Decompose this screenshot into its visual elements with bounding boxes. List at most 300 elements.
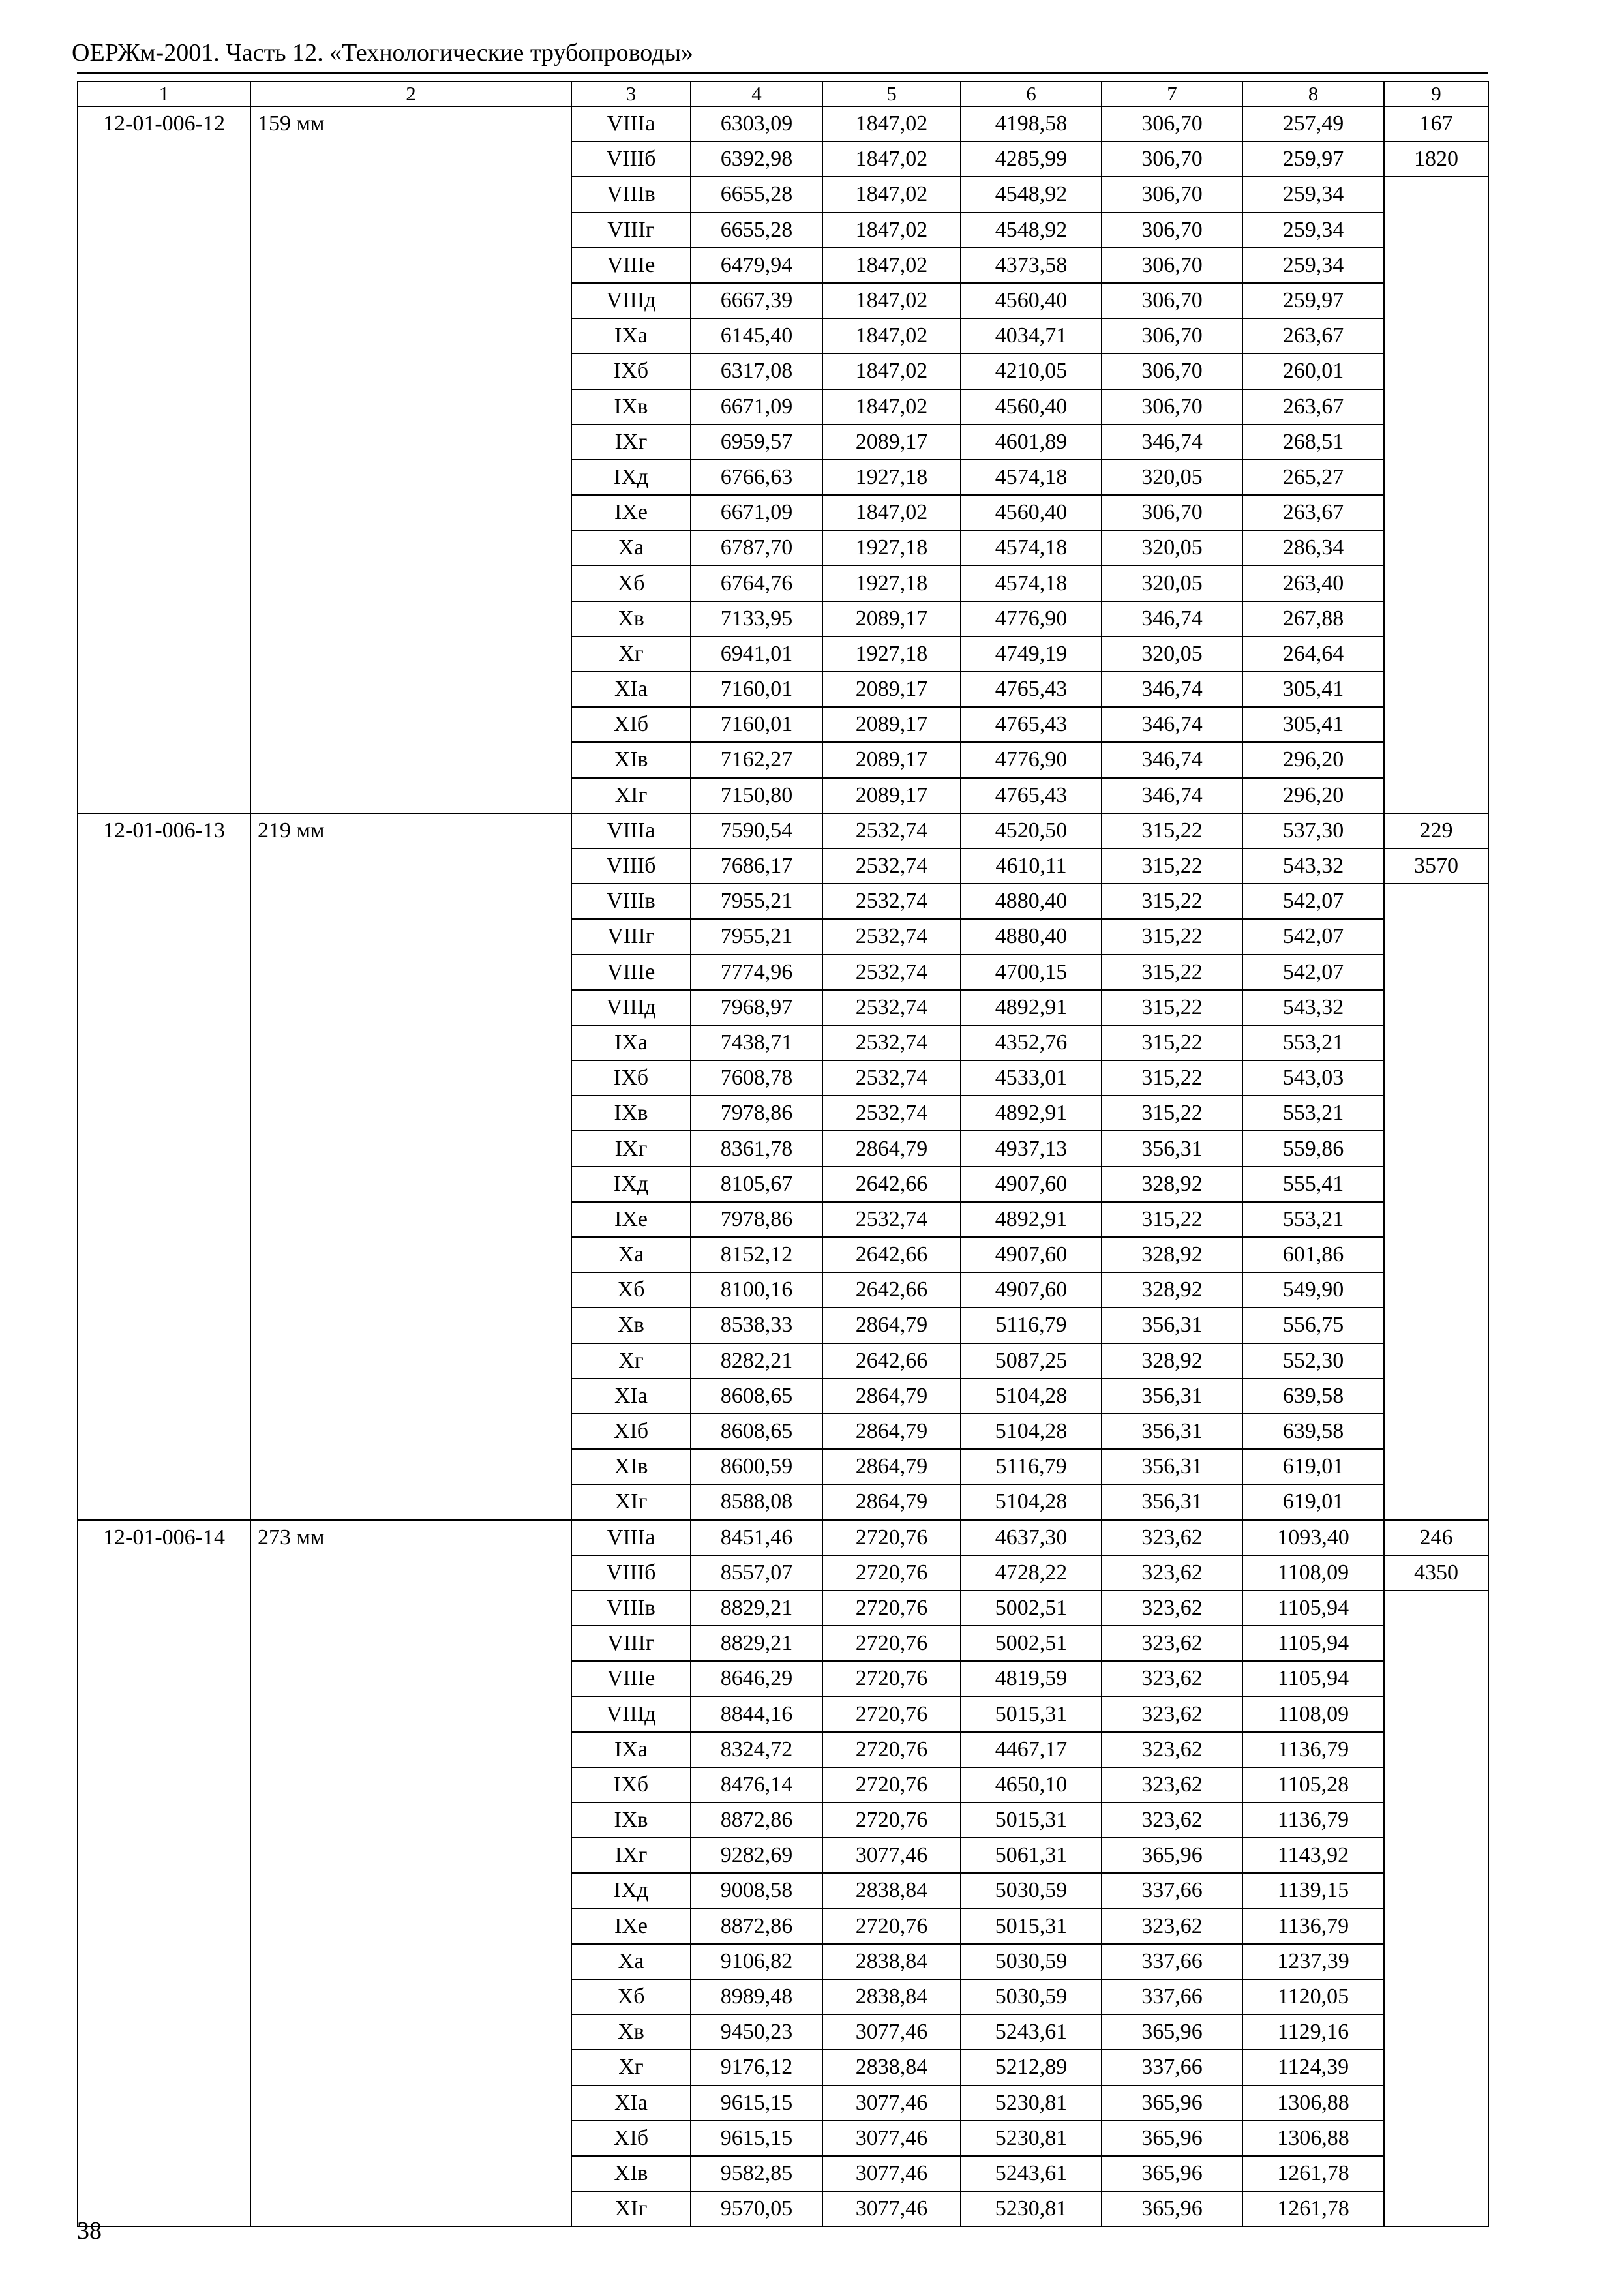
value-cell: 306,70 [1102,177,1242,212]
value-cell: 305,41 [1242,672,1384,707]
value-cell: 4574,18 [961,530,1102,565]
value-cell: 4560,40 [961,495,1102,530]
value-cell: 8608,65 [691,1379,822,1414]
region-cell: IХг [571,1838,691,1873]
region-cell: ХIг [571,778,691,813]
value-cell: 6941,01 [691,636,822,672]
region-cell: IХа [571,1025,691,1060]
value-cell: 8872,86 [691,1909,822,1944]
value-cell: 8282,21 [691,1343,822,1379]
value-cell: 4880,40 [961,919,1102,954]
rate-code-cell: 12-01-006-13 [78,813,250,1520]
region-cell: IХд [571,1873,691,1908]
value-cell: 6959,57 [691,425,822,460]
value-cell: 2864,79 [822,1131,961,1166]
value-cell: 5061,31 [961,1838,1102,1873]
region-cell: IХд [571,1167,691,1202]
value-cell: 323,62 [1102,1661,1242,1696]
value-cell: 286,34 [1242,530,1384,565]
value-cell: 9008,58 [691,1873,822,1908]
value-cell: 4728,22 [961,1555,1102,1591]
value-cell: 306,70 [1102,283,1242,318]
value-cell: 8588,08 [691,1484,822,1519]
value-cell: 346,74 [1102,742,1242,777]
table-body [78,106,1488,2226]
value-cell: 306,70 [1102,213,1242,248]
value-cell: 7955,21 [691,919,822,954]
value-cell: 8324,72 [691,1732,822,1767]
value-cell: 9615,15 [691,2121,822,2156]
value-cell: 346,74 [1102,601,1242,636]
value-cell: 263,67 [1242,318,1384,353]
value-cell: 6145,40 [691,318,822,353]
region-cell: Ха [571,1237,691,1272]
value-cell: 1847,02 [822,213,961,248]
rates-table [77,81,1489,2227]
value-cell: 259,34 [1242,213,1384,248]
value-cell: 601,86 [1242,1237,1384,1272]
value-cell: 4610,11 [961,848,1102,884]
region-cell: Хг [571,636,691,672]
value-cell: 320,05 [1102,565,1242,601]
value-cell: 315,22 [1102,1096,1242,1131]
value-cell: 306,70 [1102,248,1242,283]
value-cell: 8105,67 [691,1167,822,1202]
value-cell: 5015,31 [961,1803,1102,1838]
value-cell: 537,30 [1242,813,1384,848]
value-cell: 5212,89 [961,2050,1102,2085]
value-cell: 4637,30 [961,1520,1102,1555]
value-cell: 7590,54 [691,813,822,848]
region-cell: VIIIе [571,1661,691,1696]
value-cell: 2642,66 [822,1272,961,1308]
value-cell: 1847,02 [822,106,961,142]
value-cell: 9106,82 [691,1944,822,1979]
value-cell: 365,96 [1102,2121,1242,2156]
value-cell: 5087,25 [961,1343,1102,1379]
rate-code-cell: 12-01-006-14 [78,1520,250,2227]
value-cell: 2532,74 [822,919,961,954]
value-cell: 315,22 [1102,955,1242,990]
col9-value-cell: 4350 [1384,1555,1488,1591]
value-cell: 543,03 [1242,1060,1384,1096]
region-cell: Ха [571,1944,691,1979]
value-cell: 323,62 [1102,1909,1242,1944]
value-cell: 4776,90 [961,742,1102,777]
value-cell: 306,70 [1102,353,1242,389]
value-cell: 265,27 [1242,460,1384,495]
value-cell: 6317,08 [691,353,822,389]
value-cell: 306,70 [1102,389,1242,425]
region-cell: Хв [571,2014,691,2050]
value-cell: 4937,13 [961,1131,1102,1166]
value-cell: 6655,28 [691,213,822,248]
pipe-diameter-cell: 219 мм [250,813,571,1520]
value-cell: 8361,78 [691,1131,822,1166]
value-cell: 7686,17 [691,848,822,884]
region-cell: IХб [571,353,691,389]
pipe-diameter-cell: 273 мм [250,1520,571,2227]
value-cell: 2089,17 [822,425,961,460]
value-cell: 553,21 [1242,1202,1384,1237]
value-cell: 346,74 [1102,425,1242,460]
value-cell: 365,96 [1102,2191,1242,2226]
value-cell: 4765,43 [961,672,1102,707]
value-cell: 8451,46 [691,1520,822,1555]
value-cell: 2864,79 [822,1414,961,1449]
value-cell: 1093,40 [1242,1520,1384,1555]
value-cell: 7978,86 [691,1202,822,1237]
rate-code-cell: 12-01-006-12 [78,106,250,813]
value-cell: 2720,76 [822,1520,961,1555]
value-cell: 323,62 [1102,1591,1242,1626]
value-cell: 6764,76 [691,565,822,601]
value-cell: 1108,09 [1242,1555,1384,1591]
region-cell: VIIIб [571,848,691,884]
value-cell: 2089,17 [822,672,961,707]
value-cell: 2532,74 [822,813,961,848]
value-cell: 5002,51 [961,1626,1102,1661]
value-cell: 7774,96 [691,955,822,990]
value-cell: 356,31 [1102,1308,1242,1343]
region-cell: IХд [571,460,691,495]
table-header [78,82,1488,106]
value-cell: 8829,21 [691,1591,822,1626]
value-cell: 296,20 [1242,742,1384,777]
value-cell: 337,66 [1102,2050,1242,2085]
value-cell: 306,70 [1102,318,1242,353]
column-header: 1 [78,82,250,106]
value-cell: 7162,27 [691,742,822,777]
value-cell: 639,58 [1242,1414,1384,1449]
region-cell: ХIа [571,1379,691,1414]
value-cell: 4819,59 [961,1661,1102,1696]
value-cell: 268,51 [1242,425,1384,460]
value-cell: 1847,02 [822,248,961,283]
value-cell: 9582,85 [691,2156,822,2191]
region-cell: ХIб [571,707,691,742]
value-cell: 2864,79 [822,1449,961,1484]
value-cell: 4373,58 [961,248,1102,283]
value-cell: 2720,76 [822,1732,961,1767]
value-cell: 5243,61 [961,2014,1102,2050]
value-cell: 4210,05 [961,353,1102,389]
value-cell: 549,90 [1242,1272,1384,1308]
value-cell: 5030,59 [961,1944,1102,1979]
value-cell: 4560,40 [961,283,1102,318]
value-cell: 4776,90 [961,601,1102,636]
value-cell: 323,62 [1102,1767,1242,1803]
region-cell: VIIIе [571,955,691,990]
page-header-title: ОЕРЖм-2001. Часть 12. «Технологические трубопроводы» [72,39,694,67]
value-cell: 4034,71 [961,318,1102,353]
value-cell: 267,88 [1242,601,1384,636]
value-cell: 556,75 [1242,1308,1384,1343]
value-cell: 4548,92 [961,213,1102,248]
value-cell: 639,58 [1242,1379,1384,1414]
value-cell: 5230,81 [961,2191,1102,2226]
value-cell: 2838,84 [822,2050,961,2085]
value-cell: 553,21 [1242,1096,1384,1131]
value-cell: 7150,80 [691,778,822,813]
region-cell: VIIIа [571,106,691,142]
value-cell: 6667,39 [691,283,822,318]
table-row [78,1520,1488,1555]
value-cell: 4285,99 [961,142,1102,177]
region-cell: ХIв [571,742,691,777]
value-cell: 2720,76 [822,1909,961,1944]
column-number-row [78,82,1488,106]
region-cell: IХе [571,1909,691,1944]
value-cell: 555,41 [1242,1167,1384,1202]
region-cell: Хб [571,1979,691,2014]
value-cell: 365,96 [1102,2014,1242,2050]
value-cell: 315,22 [1102,919,1242,954]
region-cell: VIIIа [571,813,691,848]
value-cell: 7438,71 [691,1025,822,1060]
value-cell: 2864,79 [822,1379,961,1414]
col9-empty-cell [1384,1591,1488,2226]
value-cell: 328,92 [1102,1237,1242,1272]
column-header: 7 [1102,82,1242,106]
region-cell: Ха [571,530,691,565]
value-cell: 1105,94 [1242,1591,1384,1626]
value-cell: 2720,76 [822,1591,961,1626]
value-cell: 6787,70 [691,530,822,565]
value-cell: 4560,40 [961,389,1102,425]
value-cell: 346,74 [1102,707,1242,742]
region-cell: ХIг [571,2191,691,2226]
value-cell: 8476,14 [691,1767,822,1803]
region-cell: ХIб [571,2121,691,2156]
value-cell: 5116,79 [961,1449,1102,1484]
value-cell: 4467,17 [961,1732,1102,1767]
region-cell: ХIв [571,1449,691,1484]
region-cell: IХа [571,318,691,353]
region-cell: VIIIа [571,1520,691,1555]
value-cell: 2642,66 [822,1167,961,1202]
value-cell: 1847,02 [822,142,961,177]
value-cell: 6303,09 [691,106,822,142]
column-header: 9 [1384,82,1488,106]
value-cell: 320,05 [1102,530,1242,565]
value-cell: 4198,58 [961,106,1102,142]
value-cell: 2720,76 [822,1767,961,1803]
value-cell: 4907,60 [961,1167,1102,1202]
value-cell: 323,62 [1102,1555,1242,1591]
value-cell: 2838,84 [822,1944,961,1979]
region-cell: VIIIв [571,884,691,919]
value-cell: 337,66 [1102,1979,1242,2014]
value-cell: 259,97 [1242,283,1384,318]
value-cell: 328,92 [1102,1343,1242,1379]
value-cell: 7160,01 [691,707,822,742]
value-cell: 346,74 [1102,778,1242,813]
value-cell: 1847,02 [822,177,961,212]
value-cell: 328,92 [1102,1272,1242,1308]
value-cell: 8557,07 [691,1555,822,1591]
region-cell: VIIIв [571,1591,691,1626]
value-cell: 305,41 [1242,707,1384,742]
col9-empty-cell [1384,177,1488,813]
value-cell: 2864,79 [822,1484,961,1519]
value-cell: 8646,29 [691,1661,822,1696]
value-cell: 4892,91 [961,1202,1102,1237]
value-cell: 259,97 [1242,142,1384,177]
region-cell: VIIIг [571,1626,691,1661]
value-cell: 6766,63 [691,460,822,495]
value-cell: 2642,66 [822,1343,961,1379]
value-cell: 2720,76 [822,1661,961,1696]
column-header: 8 [1242,82,1384,106]
value-cell: 2642,66 [822,1237,961,1272]
col9-value-cell: 167 [1384,106,1488,142]
value-cell: 5030,59 [961,1979,1102,2014]
value-cell: 1927,18 [822,565,961,601]
value-cell: 6671,09 [691,389,822,425]
value-cell: 3077,46 [822,2014,961,2050]
region-cell: IХе [571,1202,691,1237]
value-cell: 6671,09 [691,495,822,530]
value-cell: 1129,16 [1242,2014,1384,2050]
value-cell: 8989,48 [691,1979,822,2014]
value-cell: 7133,95 [691,601,822,636]
value-cell: 5230,81 [961,2121,1102,2156]
region-cell: Хв [571,1308,691,1343]
value-cell: 619,01 [1242,1484,1384,1519]
value-cell: 2838,84 [822,1873,961,1908]
col9-empty-cell [1384,884,1488,1519]
value-cell: 9450,23 [691,2014,822,2050]
value-cell: 4574,18 [961,565,1102,601]
value-cell: 1120,05 [1242,1979,1384,2014]
region-cell: VIIIд [571,990,691,1025]
value-cell: 3077,46 [822,2086,961,2121]
value-cell: 4765,43 [961,778,1102,813]
value-cell: 365,96 [1102,1838,1242,1873]
value-cell: 1927,18 [822,636,961,672]
value-cell: 306,70 [1102,495,1242,530]
value-cell: 2089,17 [822,742,961,777]
region-cell: ХIв [571,2156,691,2191]
value-cell: 1261,78 [1242,2156,1384,2191]
value-cell: 4892,91 [961,990,1102,1025]
value-cell: 1237,39 [1242,1944,1384,1979]
col9-value-cell: 1820 [1384,142,1488,177]
value-cell: 1136,79 [1242,1803,1384,1838]
value-cell: 8538,33 [691,1308,822,1343]
region-cell: IХа [571,1732,691,1767]
value-cell: 296,20 [1242,778,1384,813]
value-cell: 257,49 [1242,106,1384,142]
value-cell: 7955,21 [691,884,822,919]
value-cell: 5243,61 [961,2156,1102,2191]
value-cell: 306,70 [1102,106,1242,142]
value-cell: 543,32 [1242,990,1384,1025]
value-cell: 8100,16 [691,1272,822,1308]
value-cell: 542,07 [1242,919,1384,954]
value-cell: 1927,18 [822,460,961,495]
col9-value-cell: 246 [1384,1520,1488,1555]
value-cell: 542,07 [1242,884,1384,919]
value-cell: 1847,02 [822,283,961,318]
region-cell: Хб [571,1272,691,1308]
value-cell: 5230,81 [961,2086,1102,2121]
table-row [78,106,1488,142]
value-cell: 1847,02 [822,389,961,425]
value-cell: 2532,74 [822,1202,961,1237]
value-cell: 9570,05 [691,2191,822,2226]
value-cell: 2532,74 [822,1096,961,1131]
region-cell: IХв [571,1803,691,1838]
value-cell: 1108,09 [1242,1696,1384,1731]
header-divider [77,72,1488,74]
value-cell: 6655,28 [691,177,822,212]
value-cell: 4520,50 [961,813,1102,848]
region-cell: VIIIд [571,283,691,318]
value-cell: 1105,94 [1242,1626,1384,1661]
value-cell: 7978,86 [691,1096,822,1131]
value-cell: 619,01 [1242,1449,1384,1484]
value-cell: 1124,39 [1242,2050,1384,2085]
value-cell: 4765,43 [961,707,1102,742]
value-cell: 3077,46 [822,2121,961,2156]
value-cell: 5116,79 [961,1308,1102,1343]
value-cell: 315,22 [1102,848,1242,884]
region-cell: Хг [571,2050,691,2085]
column-header: 5 [822,82,961,106]
value-cell: 259,34 [1242,248,1384,283]
value-cell: 8608,65 [691,1414,822,1449]
column-header: 6 [961,82,1102,106]
value-cell: 3077,46 [822,2156,961,2191]
value-cell: 1847,02 [822,495,961,530]
region-cell: ХIг [571,1484,691,1519]
region-cell: Хб [571,565,691,601]
value-cell: 5030,59 [961,1873,1102,1908]
value-cell: 3077,46 [822,2191,961,2226]
value-cell: 4907,60 [961,1237,1102,1272]
value-cell: 1261,78 [1242,2191,1384,2226]
value-cell: 2532,74 [822,884,961,919]
value-cell: 7160,01 [691,672,822,707]
value-cell: 337,66 [1102,1873,1242,1908]
value-cell: 1136,79 [1242,1732,1384,1767]
value-cell: 9176,12 [691,2050,822,2085]
value-cell: 2720,76 [822,1696,961,1731]
value-cell: 323,62 [1102,1732,1242,1767]
value-cell: 552,30 [1242,1343,1384,1379]
value-cell: 8872,86 [691,1803,822,1838]
region-cell: IХб [571,1060,691,1096]
value-cell: 4574,18 [961,460,1102,495]
table-row [78,813,1488,848]
value-cell: 1105,28 [1242,1767,1384,1803]
value-cell: 543,32 [1242,848,1384,884]
value-cell: 2838,84 [822,1979,961,2014]
page-number: 38 [77,2217,102,2245]
value-cell: 323,62 [1102,1626,1242,1661]
region-cell: VIIIб [571,142,691,177]
value-cell: 1847,02 [822,353,961,389]
value-cell: 5002,51 [961,1591,1102,1626]
column-header: 2 [250,82,571,106]
value-cell: 4533,01 [961,1060,1102,1096]
region-cell: VIIIб [571,1555,691,1591]
region-cell: VIIIд [571,1696,691,1731]
value-cell: 4880,40 [961,884,1102,919]
region-cell: ХIа [571,2086,691,2121]
